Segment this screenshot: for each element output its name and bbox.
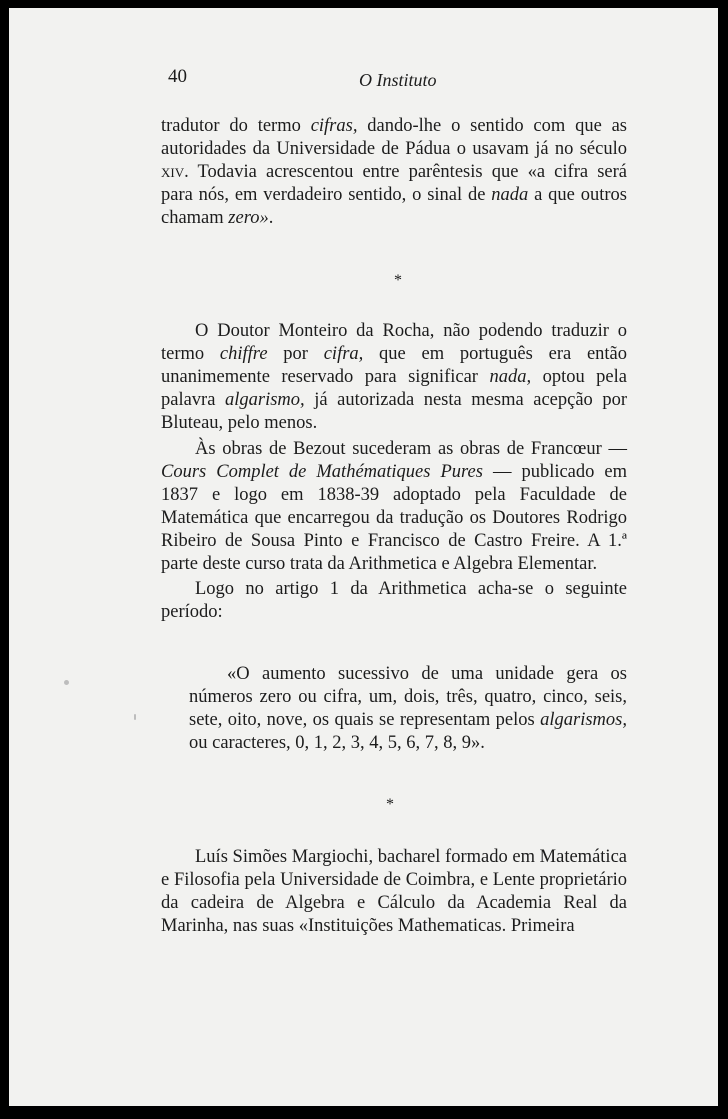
paragraph-2-italic-algarismo: algarismo, [225,390,305,410]
paragraph-1-italic-zero: zero» [228,208,269,228]
paragraph-3-text-b: — publicado em 1837 e logo em 1838-39 adoptado pela Faculdade de Matemática que encarregou da tradução os Doutores Rodrigo Ribeiro de Sousa Pinto e Francisco de Castro Freire. A 1.ª parte deste curso trata da Arithmetica e Algebra Elementar. [161,462,627,574]
paragraph-2-italic-chiffre: chiffre [219,344,268,364]
paragraph-2-text-d: optou pela palavra [161,367,627,410]
paragraph-1-text-e: . [268,208,274,228]
paragraph-2-text-a: O Doutor Monteiro da Rocha, não podendo traduzir o termo [161,321,627,364]
paragraph-2-italic-cifra: cifra, [323,344,364,364]
paper-speck [134,714,136,720]
running-title: O Instituto [359,70,437,90]
paragraph-2-text-b: por [267,344,324,364]
paragraph-3-italic-title: Cours Complet de Mathématiques Pures [161,462,483,482]
paragraph-1-text-a: tradutor do termo [161,116,311,136]
page-number: 40 [168,66,187,87]
paragraph-2-text-e: já autorizada nesta mesma acepção por Bluteau, pelo menos. [161,390,627,433]
book-page [9,8,718,1106]
section-separator-1: * [394,272,402,289]
block-quote [189,663,627,755]
quote-text-b: ou caracteres, 0, 1, 2, 3, 4, 5, 6, 7, 8, 9». [189,733,485,753]
paragraph-5-text: Luís Simões Margiochi, bacharel formado em Matemática e Filosofia pela Universidade de Coimbra, e Lente proprietário da cadeira de Algebra e Cálculo da Academia Real da Marinha, nas suas «Instituições Mathematicas. Primeira [161,847,627,936]
paragraph-2-italic-nada: nada, [489,367,532,387]
paragraph-1-text-c: . Todavia acrescentou entre parêntesis que «a cifra será para nós, em verdadeiro sentido, o sinal de [161,162,627,205]
paragraph-3 [161,438,627,576]
paragraph-5 [161,846,627,938]
paragraph-2 [161,320,627,435]
paper-speck [64,680,69,685]
body-section-2 [161,320,627,624]
paragraph-3-text-a: Às obras de Bezout sucederam as obras de Francœur — [195,439,627,459]
paragraph-1-italic-nada: nada [491,185,529,205]
paragraph-1-italic-cifras: cifras, [310,116,358,136]
paragraph-1 [161,115,627,230]
paragraph-1-century: xiv [161,162,185,182]
paragraph-1-text-d: a que outros chamam [161,185,627,228]
quote-italic-algarismos: algarismos, [540,710,627,730]
quote-text-a: «O aumento sucessivo de uma unidade gera os números zero ou cifra, um, dois, três, quatro, cinco, seis, sete, oito, nove, os quais se representam pelos [189,664,627,730]
section-separator-2: * [386,796,394,813]
paragraph-1-text-b: dando-lhe o sentido com que as autoridades da Universidade de Pádua o usavam já no século [161,116,628,159]
paragraph-4: Logo no artigo 1 da Arithmetica acha-se o seguinte período: [161,579,627,622]
paragraph-2-text-c: que em português era então unanimemente reservado para significar [161,344,628,387]
